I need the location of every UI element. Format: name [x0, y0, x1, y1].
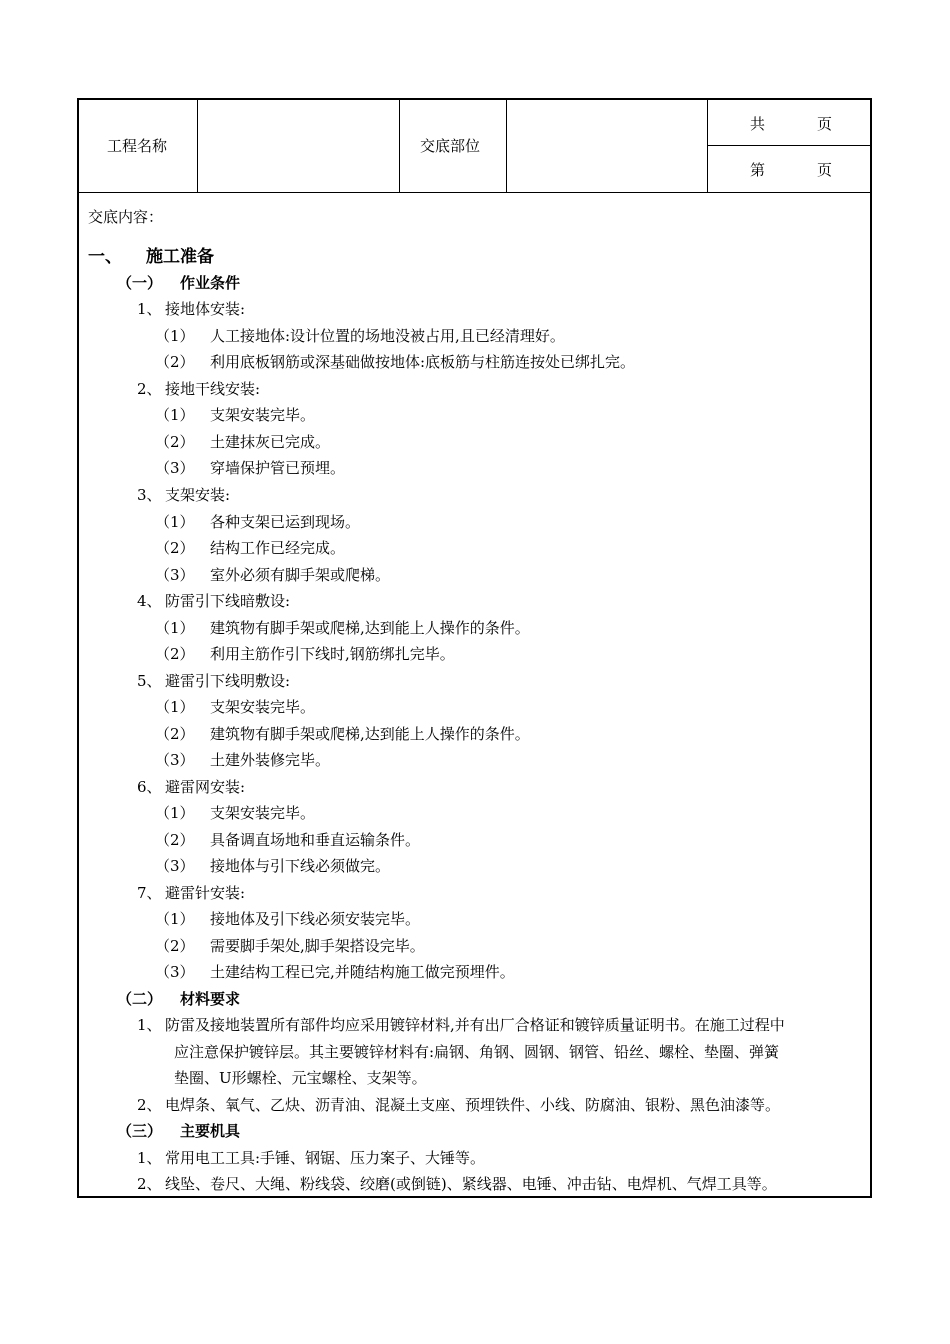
subitem-text: 建筑物有脚手架或爬梯,达到能上人操作的条件。 — [210, 725, 530, 743]
subitem-text: 支架安装完毕。 — [210, 406, 316, 424]
subitem-text: 穿墙保护管已预埋。 — [210, 459, 346, 477]
subitem-text: 结构工作已经完成。 — [210, 539, 346, 557]
item-text: 电焊条、氧气、乙炔、沥青油、混凝土支座、预埋铁件、小线、防腐油、银粉、黑色油漆等。 — [165, 1096, 781, 1114]
subitem-number: （2） — [155, 645, 195, 663]
subitem-text: 具备调直场地和垂直运输条件。 — [210, 831, 421, 849]
subsection-1-title: 作业条件 — [180, 274, 241, 292]
subitem-text: 利用主筋作引下线时,钢筋绑扎完毕。 — [210, 645, 455, 663]
header-bottom-rule — [79, 192, 870, 193]
subitem-text: 室外必须有脚手架或爬梯。 — [210, 566, 391, 584]
subitem-number: （2） — [155, 831, 195, 849]
item-number: 1、 — [137, 300, 162, 318]
item-number: 2、 — [137, 1175, 162, 1193]
subitem-text: 土建抹灰已完成。 — [210, 433, 331, 451]
item-number: 6、 — [137, 778, 162, 796]
header-divider — [399, 100, 400, 192]
subitem-text: 利用底板钢筋或深基础做按地体:底板筋与柱筋连按处已绑扎完。 — [210, 353, 636, 371]
item-number: 3、 — [137, 486, 162, 504]
subitem-number: （2） — [155, 539, 195, 557]
total-pages-label: 共 — [750, 115, 766, 133]
page-number-label: 第 — [750, 161, 766, 179]
subitem-number: （3） — [155, 459, 195, 477]
subitem-number: （1） — [155, 698, 195, 716]
subitem-number: （1） — [155, 910, 195, 928]
subsection-3-number: （三） — [117, 1122, 163, 1140]
item-number: 2、 — [137, 1096, 162, 1114]
item-text: 避雷网安装: — [165, 778, 246, 796]
subitem-text: 土建结构工程已完,并随结构施工做完预埋件。 — [210, 963, 515, 981]
header-divider — [197, 100, 198, 192]
subitem-number: （2） — [155, 937, 195, 955]
subitem-number: （3） — [155, 751, 195, 769]
item-number: 2、 — [137, 380, 162, 398]
subitem-text: 支架安装完毕。 — [210, 804, 316, 822]
subitem-number: （2） — [155, 353, 195, 371]
disclosure-form — [77, 98, 872, 1198]
header-divider — [707, 100, 708, 192]
item-text: 接地干线安装: — [165, 380, 261, 398]
subitem-number: （1） — [155, 327, 195, 345]
subitem-text: 人工接地体:设计位置的场地没被占用,且已经清理好。 — [210, 327, 565, 345]
item-text: 线坠、卷尺、大绳、粉线袋、绞磨(或倒链)、紧线器、电锤、冲击钻、电焊机、气焊工具等。 — [165, 1175, 777, 1193]
subitem-number: （1） — [155, 513, 195, 531]
item-text: 支架安装: — [165, 486, 231, 504]
item-text: 接地体安装: — [165, 300, 246, 318]
subsection-2-number: （二） — [117, 990, 163, 1008]
item-text: 防雷引下线暗敷设: — [165, 592, 291, 610]
subitem-number: （2） — [155, 433, 195, 451]
item-text: 避雷引下线明敷设: — [165, 672, 291, 690]
item-text-line: 垫圈、U形螺栓、元宝螺栓、支架等。 — [174, 1069, 427, 1087]
total-pages-unit: 页 — [817, 115, 833, 133]
subitem-text: 各种支架已运到现场。 — [210, 513, 361, 531]
page-number-unit: 页 — [817, 161, 833, 179]
header-divider — [707, 145, 870, 146]
item-number: 1、 — [137, 1016, 162, 1034]
item-text-line: 防雷及接地装置所有部件均应采用镀锌材料,并有出厂合格证和镀锌质量证明书。在施工过程中 — [165, 1016, 785, 1034]
subitem-number: （3） — [155, 566, 195, 584]
item-number: 5、 — [137, 672, 162, 690]
subitem-text: 土建外装修完毕。 — [210, 751, 331, 769]
subitem-text: 需要脚手架处,脚手架搭设完毕。 — [210, 937, 425, 955]
subitem-number: （1） — [155, 804, 195, 822]
subsection-1-number: （一） — [117, 274, 163, 292]
item-text-line: 应注意保护镀锌层。其主要镀锌材料有:扁钢、角钢、圆钢、钢管、铅丝、螺栓、垫圈、弹簧 — [174, 1043, 780, 1061]
subitem-number: （3） — [155, 963, 195, 981]
subitem-text: 建筑物有脚手架或爬梯,达到能上人操作的条件。 — [210, 619, 530, 637]
subsection-2-title: 材料要求 — [180, 990, 241, 1008]
item-number: 1、 — [137, 1149, 162, 1167]
section-1-number: 一、 — [88, 247, 122, 267]
subitem-text: 接地体与引下线必须做完。 — [210, 857, 391, 875]
subitem-number: （2） — [155, 725, 195, 743]
header-divider — [506, 100, 507, 192]
subitem-text: 支架安装完毕。 — [210, 698, 316, 716]
item-number: 7、 — [137, 884, 162, 902]
item-text: 避雷针安装: — [165, 884, 246, 902]
item-number: 4、 — [137, 592, 162, 610]
section-1-title: 施工准备 — [146, 247, 214, 267]
content-label: 交底内容： — [88, 208, 164, 226]
subitem-number: （3） — [155, 857, 195, 875]
subitem-text: 接地体及引下线必须安装完毕。 — [210, 910, 421, 928]
subsection-3-title: 主要机具 — [180, 1122, 241, 1140]
project-name-label: 工程名称 — [107, 137, 168, 155]
item-text: 常用电工工具:手锤、钢锯、压力案子、大锤等。 — [165, 1149, 486, 1167]
location-label: 交底部位 — [420, 137, 481, 155]
subitem-number: （1） — [155, 619, 195, 637]
subitem-number: （1） — [155, 406, 195, 424]
